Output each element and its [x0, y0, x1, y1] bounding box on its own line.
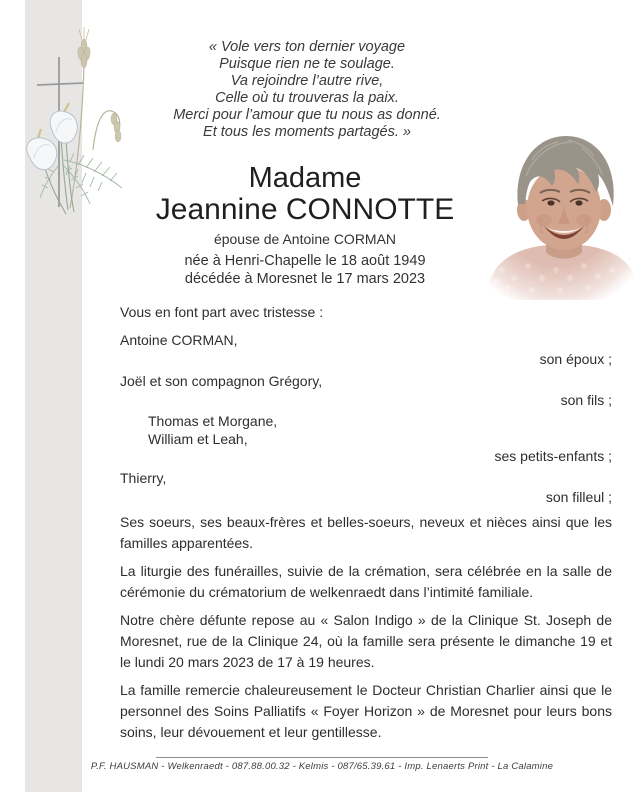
deceased-name: Jeannine CONNOTTE — [155, 193, 455, 226]
announcement-body — [120, 302, 612, 743]
mourner-name: Thierry, — [120, 470, 167, 486]
memorial-poem — [112, 39, 502, 141]
poem-line: Celle où tu trouveras la paix. — [215, 90, 399, 106]
deceased-header — [90, 162, 520, 288]
funeral-home-footer: P.F. HAUSMAN - Welkenraedt - 087.88.00.32 - Kelmis - 087/65.39.61 - Imp. Lenaerts Print - La Calamine — [90, 761, 554, 772]
poem-line: Puisque rien ne te soulage. — [219, 56, 395, 72]
visitation-paragraph: Notre chère défunte repose au « Salon Indigo » de la Clinique St. Joseph de Moresnet, rue de la Clinique 24, où la famille sera présente le dimanche 19 et le lundi 20 mars 2023 de 17 à 19 heures. — [120, 612, 612, 670]
birth-death-lines — [90, 252, 520, 288]
mourner-name: Joël et son compagnon Grégory, — [120, 373, 323, 389]
calla-lily-icon — [27, 103, 77, 170]
family-paragraph: Ses soeurs, ses beaux-frères et belles-soeurs, neveux et nièces ainsi que les familles apparentées. — [120, 514, 612, 551]
announcement-intro: Vous en font part avec tristesse : — [120, 304, 324, 320]
mourner-relation: son fils ; — [560, 392, 612, 408]
liturgy-paragraph: La liturgie des funérailles, suivie de la crémation, sera célébrée en la salle de cérémonie du crématorium de welkenraedt dans l’intimité familiale. — [120, 563, 612, 600]
footer-divider — [156, 757, 488, 758]
mourner-name: Thomas et Morgane, — [148, 413, 278, 429]
poem-line: Va rejoindre l’autre rive, — [230, 73, 384, 89]
poem-line: Et tous les moments partagés. » — [203, 124, 411, 140]
honorific-title: Madame — [248, 162, 362, 194]
spouse-line: épouse de Antoine CORMAN — [213, 231, 397, 247]
mourner-name: William et Leah, — [148, 431, 248, 447]
poem-line: « Vole vers ton dernier voyage — [208, 39, 406, 55]
mourner-name: Antoine CORMAN, — [120, 332, 238, 348]
portrait-photo — [472, 120, 642, 300]
birth-line: née à Henri-Chapelle le 18 août 1949 — [184, 253, 426, 269]
mourner-relation: son époux ; — [539, 351, 612, 367]
death-line: décédée à Moresnet le 17 mars 2023 — [184, 271, 426, 287]
poem-line: Merci pour l’amour que tu nous as donné. — [173, 107, 441, 123]
mourner-relation: son filleul ; — [545, 489, 612, 505]
mourner-relation: ses petits-enfants ; — [494, 448, 612, 464]
thanks-paragraph: La famille remercie chaleureusement le Docteur Christian Charlier ainsi que le personnel des Soins Palliatifs « Foyer Horizon » de Moresnet pour leurs bons soins, leur dévouement et leur gentillesse. — [120, 682, 612, 740]
